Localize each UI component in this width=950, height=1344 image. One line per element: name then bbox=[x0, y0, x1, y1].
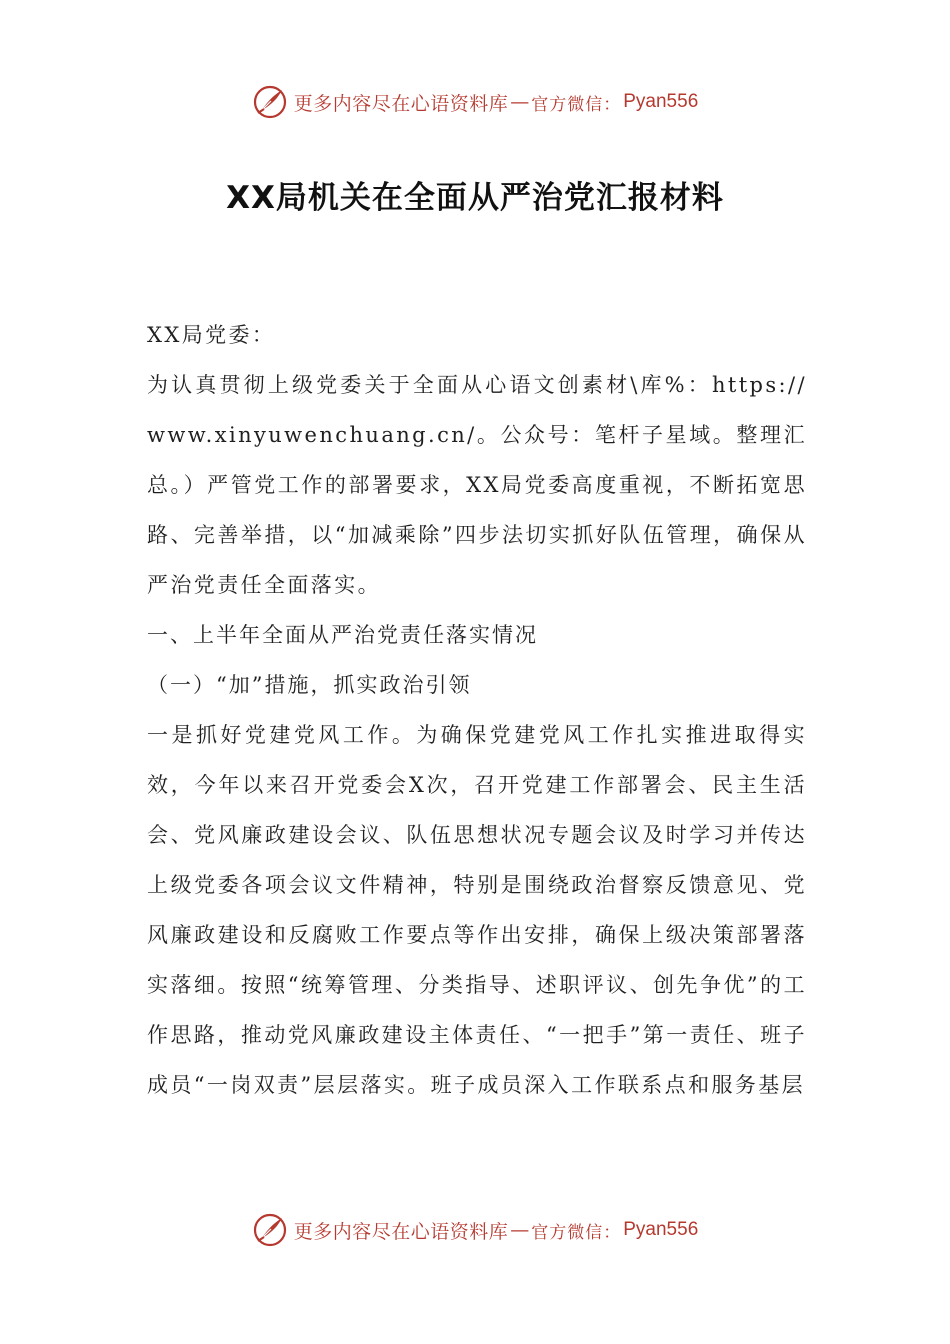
subsection-heading: （一）“加”措施，抓实政治引领 bbox=[147, 673, 472, 697]
banner-dash: — bbox=[510, 1219, 530, 1241]
banner-brand-text: 更多内容尽在心语资料库 bbox=[293, 1220, 509, 1243]
banner-wechat-label: 官方微信： bbox=[531, 1222, 622, 1243]
header-banner bbox=[0, 80, 950, 124]
banner-wechat-id: Pyan556 bbox=[623, 1219, 699, 1240]
salutation: XX局党委： bbox=[147, 323, 276, 347]
quill-pen-icon bbox=[252, 84, 288, 120]
banner-brand-text: 更多内容尽在心语资料库 bbox=[293, 92, 509, 115]
banner-dash: — bbox=[510, 91, 530, 113]
quill-pen-icon bbox=[252, 1212, 288, 1248]
banner-wechat-id: Pyan556 bbox=[623, 91, 699, 112]
document-title: XX局机关在全面从严治党汇报材料 bbox=[226, 180, 724, 216]
banner-wechat-label: 官方微信： bbox=[531, 94, 622, 115]
body-paragraph: 一是抓好党建党风工作。为确保党建党风工作扎实推进取得实效，今年以来召开党委会X次，召开党建工作部署会、民主生活会、党风廉政建设会议、队伍思想状况专题会议及时学习并传达上级党委各项会议文件精神，特别是围绕政治督察反馈意见、党风廉政建设和反腐败工作要点等作出安排，确保上级决策部署落实落细。按照“统筹管理、分类指导、述职评议、创先争优”的工作思路，推动党风廉政建设主体责任、“一把手”第一责任、班子成员“一岗双责”层层落实。班子成员深入工作联系点和服务基层 bbox=[147, 723, 807, 1097]
intro-paragraph: 为认真贯彻上级党委关于全面从心语文创素材\库%：https://www.xinyuwenchuang.cn/。公众号：笔杆子星域。整理汇总。）严管党工作的部署要求，XX局党委高度重视，不断拓宽思路、完善举措，以“加减乘除”四步法切实抓好队伍管理，确保从严治党责任全面落实。 bbox=[147, 373, 807, 597]
footer-banner bbox=[0, 1208, 950, 1252]
document-body bbox=[147, 310, 807, 1110]
section-heading: 一、上半年全面从严治党责任落实情况 bbox=[147, 623, 538, 647]
